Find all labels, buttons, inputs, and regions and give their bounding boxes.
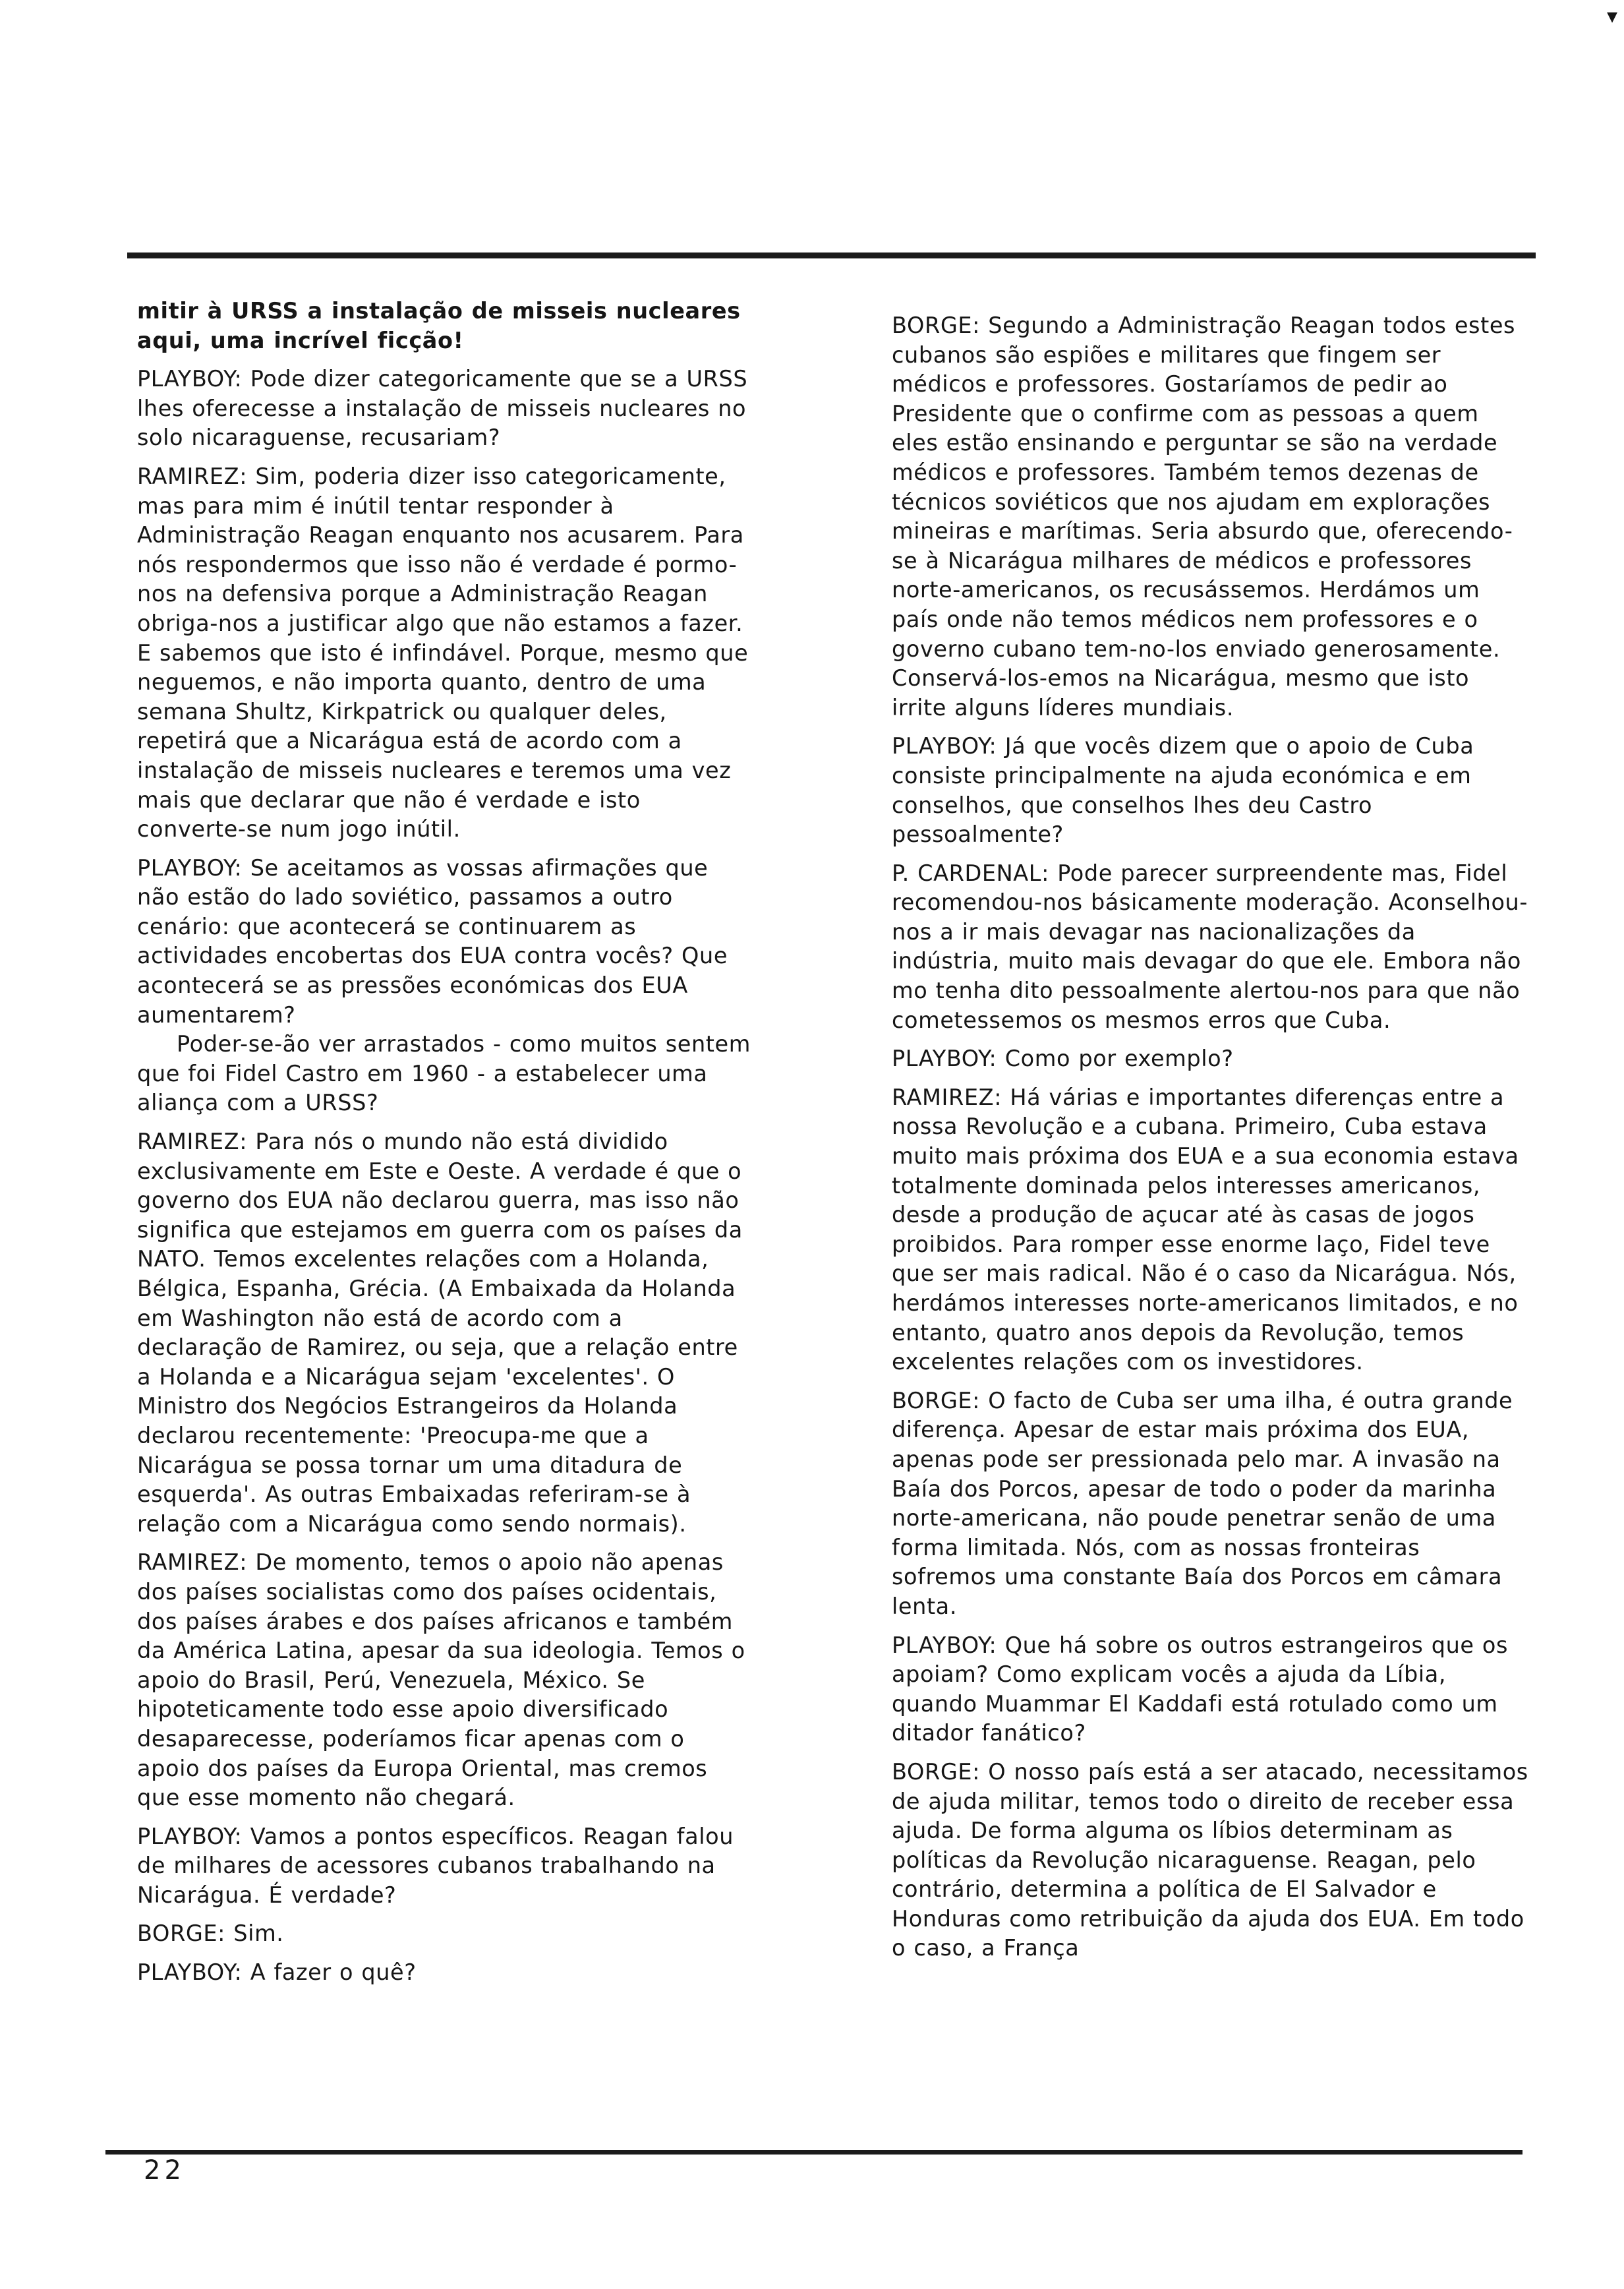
paragraph: PLAYBOY: Que há sobre os outros estrangeiros que os apoiam? Como explicam vocês a ajuda da Líbia, quando Muammar El Kaddafi está rotulado como um ditador fanático?: [892, 1632, 1509, 1746]
page-number: 22: [144, 2155, 185, 2185]
paragraph: BORGE: Segundo a Administração Reagan todos estes cubanos são espiões e militares que fingem ser médicos e professores. Gostaríamos de pedir ao Presidente que o confirme com as pessoas a quem eles estão ensinando e perguntar se são na verdade médicos e professores. Também temos dezenas de técnicos soviéticos que nos ajudam em explorações mineiras e marítimas. Seria absurdo que, oferecendo-se à Nicarágua milhares de médicos e professores norte-americanos, os recusássemos. Herdámos um país onde não temos médicos nem professores e o governo cubano tem-no-los enviado generosamente. Conservá-los-emos na Nicarágua, mesmo que isto irrite alguns líderes mundiais.: [892, 312, 1516, 721]
paragraph: mitir à URSS a instalação de misseis nucleares aqui, uma incrível ficção!: [137, 298, 741, 353]
top-rule: [127, 253, 1536, 258]
paragraph: RAMIREZ: Para nós o mundo não está dividido exclusivamente em Este e Oeste. A verdade é que o governo dos EUA não declarou guerra, mas isso não significa que estejamos em guerra com os países da NATO. Temos excelentes relações com a Holanda, Bélgica, Espanha, Grécia. (A Embaixada da Holanda em Washington não está de acordo com a declaração de Ramirez, ou seja, que a relação entre a Holanda e a Nicarágua sejam 'excelentes'. O Ministro dos Negócios Estrangeiros da Holanda declarou recentemente: 'Preocupa-me que a Nicarágua se possa tornar um uma ditadura de esquerda'. As outras Embaixadas referiram-se à relação com a Nicarágua como sendo normais).: [137, 1129, 743, 1537]
paragraph: RAMIREZ: Há várias e importantes diferenças entre a nossa Revolução e a cubana. Primeiro, Cuba estava muito mais próxima dos EUA e a sua economia estava totalmente dominada pelos interesses americanos, desde a produção de açucar até às casas de jogos proibidos. Para romper esse enorme laço, Fidel teve que ser mais radical. Não é o caso da Nicarágua. Nós, herdámos interesses norte-americanos limitados, e no entanto, quatro anos depois da Revolução, temos excelentes relações com os investidores.: [892, 1084, 1519, 1375]
paragraph: BORGE: O facto de Cuba ser uma ilha, é outra grande diferença. Apesar de estar mais próxima dos EUA, apenas pode ser pressionada pelo mar. A invasão na Baía dos Porcos, apesar de todo o poder da marinha norte-americana, não poude penetrar senão de uma forma limitada. Nós, com as nossas fronteiras sofremos uma constante Baía dos Porcos em câmara lenta.: [892, 1387, 1513, 1619]
paragraph: RAMIREZ: Sim, poderia dizer isso categoricamente, mas para mim é inútil tentar responder à Administração Reagan enquanto nos acusarem. Para nós respondermos que isso não é verdade é pormo-nos na defensiva porque a Administração Reagan obriga-nos a justificar algo que não estamos a fazer. E sabemos que isto é infindável. Porque, mesmo que neguemos, e não importa quanto, dentro de uma semana Shultz, Kirkpatrick ou qualquer deles, repetirá que a Nicarágua está de acordo com a instalação de misseis nucleares e teremos uma vez mais que declarar que não é verdade e isto converte-se num jogo inútil.: [137, 463, 749, 843]
corner-mark: ▾: [1607, 3, 1618, 28]
paragraph: BORGE: Sim.: [137, 1920, 284, 1947]
paragraph: PLAYBOY: Vamos a pontos específicos. Reagan falou de milhares de acessores cubanos trabalhando na Nicarágua. É verdade?: [137, 1823, 734, 1908]
paragraph: Poder-se-ão ver arrastados - como muitos sentem que foi Fidel Castro em 1960 - a estabelecer uma aliança com a URSS?: [137, 1031, 751, 1116]
paragraph: PLAYBOY: Se aceitamos as vossas afirmações que não estão do lado soviético, passamos a outro cenário: que acontecerá se continuarem as actividades encobertas dos EUA contra vocês? Que acontecerá se as pressões económicas dos EUA aumentarem?: [137, 854, 728, 1028]
bottom-rule: [105, 2150, 1522, 2155]
left-column: [137, 297, 753, 1997]
paragraph: P. CARDENAL: Pode parecer surpreendente mas, Fidel recomendou-nos básicamente moderação. Aconselhou-nos a ir mais devagar nas nacionalizações da indústria, muito mais devagar do que ele. Embora não mo tenha dito pessoalmente alertou-nos para que não cometessemos os mesmos erros que Cuba.: [892, 860, 1528, 1033]
right-column: [892, 311, 1530, 1973]
paragraph: PLAYBOY: Pode dizer categoricamente que se a URSS lhes oferecesse a instalação de misseis nucleares no solo nicaraguense, recusariam?: [137, 366, 748, 451]
paragraph: PLAYBOY: Como por exemplo?: [892, 1046, 1234, 1072]
paragraph: PLAYBOY: Já que vocês dizem que o apoio de Cuba consiste principalmente na ajuda económica e em conselhos, que conselhos lhes deu Castro pessoalmente?: [892, 733, 1474, 848]
paragraph: BORGE: O nosso país está a ser atacado, necessitamos de ajuda militar, temos todo o direito de receber essa ajuda. De forma alguma os líbios determinam as políticas da Revolução nicaraguense. Reagan, pelo contrário, determina a política de El Salvador e Honduras como retribuição da ajuda dos EUA. Em todo o caso, a França: [892, 1758, 1528, 1961]
paragraph: RAMIREZ: De momento, temos o apoio não apenas dos países socialistas como dos países ocidentais, dos países árabes e dos países africanos e também da América Latina, apesar da sua ideologia. Temos o apoio do Brasil, Perú, Venezuela, México. Se hipoteticamente todo esse apoio diversificado desaparecesse, poderíamos ficar apenas com o apoio dos países da Europa Oriental, mas cremos que esse momento não chegará.: [137, 1549, 745, 1811]
paragraph: PLAYBOY: A fazer o quê?: [137, 1959, 417, 1986]
